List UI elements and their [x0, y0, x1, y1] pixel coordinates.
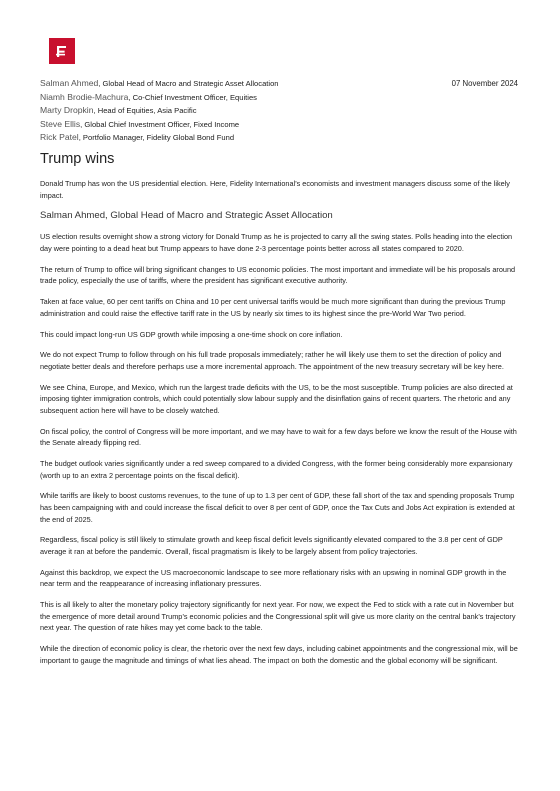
author-name: Marty Dropkin	[40, 105, 94, 116]
paragraph: This could impact long-run US GDP growth while imposing a one-time shock on core inflation.	[40, 329, 343, 339]
article-body	[40, 178, 520, 675]
paragraph: Taken at face value, 60 per cent tariffs on China and 10 per cent universal tariffs would be much more significant than during the previous Trump administration and could raise the effective tariff rate in the US by nearly six times to its highest since the pre-World War Two period.	[40, 297, 506, 318]
paragraph: The budget outlook varies significantly under a red sweep compared to a divided Congress, with the former being considerably more expansionary (worth up to an extra 2 percentage points on the fiscal deficit).	[40, 459, 513, 480]
paragraph: Against this backdrop, we expect the US macroeconomic landscape to see more reflationary risks with an upswing in nominal GDP growth in the near term and the reappearance of increasing inflationary pressures.	[40, 567, 507, 589]
author-role: Co-Chief Investment Officer, Equities	[132, 92, 257, 102]
intro-paragraph: Donald Trump has won the US presidential election. Here, Fidelity International’s economists and investment managers discuss some of the likely impact.	[40, 179, 510, 200]
paragraph: US election results overnight show a strong victory for Donald Trump as he is projected to carry all the swing states. Polls heading into the election day were pointing to a dead heat but Trump appears to have done 2-3 percentage points better across all states compared to 2020.	[40, 232, 513, 253]
author-name: Niamh Brodie-Machura	[40, 91, 129, 102]
paragraph: We see China, Europe, and Mexico, which run the largest trade deficits with the US, to be the most susceptible. Trump policies are also directed at imposing tighter immigration controls, which could potentially slow labour supply and the disinflation gains of recent quarters. The rhetoric and any subsequent action here will have to be closely watched.	[40, 382, 513, 415]
paragraph: Regardless, fiscal policy is still likely to stimulate growth and keep fiscal deficit levels significantly elevated compared to the 3.8 per cent of GDP average it ran at before the pandemic. Overall, fiscal pragmatism is likely to be largely absent from policy trajectories.	[40, 535, 503, 556]
author-row: Rick Patel, Portfolio Manager, Fidelity Global Bond Fund	[40, 132, 235, 143]
paragraph: We do not expect Trump to follow through on his full trade proposals immediately; rather he will likely use them to set the direction of policy and negotiate better deals and therefore perhaps use a more incremental approach. The appointment of the new treasury secretary will be key here.	[40, 350, 504, 371]
paragraph: While the direction of economic policy is clear, the rhetoric over the next few days, including cabinet appointments and the congressional mix, will be important to gauge the magnitude and timings of what lies ahead. The impact on both the domestic and the global economy will be significant.	[40, 644, 518, 665]
fidelity-f-logo-icon	[49, 38, 75, 64]
author-role: Head of Equities, Asia Pacific	[97, 106, 197, 116]
author-row: Steve Ellis, Global Chief Investment Officer, Fixed Income	[40, 118, 240, 129]
paragraph: This is all likely to alter the monetary policy trajectory significantly for next year. For now, we expect the Fed to stick with a rate cut in November but the emergence of more detail around Trump’s economic policies and the Congressional split will give us more clarity on the central bank’s trajectory next year. The question of rate hikes may yet come back to the table.	[40, 600, 516, 633]
author-name: Salman Ahmed	[40, 78, 99, 88]
paragraph: On fiscal policy, the control of Congress will be more important, and we may have to wait for a few days before we know the result of the House with the Senate already flipping red.	[40, 426, 517, 448]
author-role: Global Chief Investment Officer, Fixed Income	[84, 119, 240, 129]
author-list	[40, 77, 340, 145]
publication-date: 07 November 2024	[451, 79, 518, 88]
paragraph: While tariffs are likely to boost customs revenues, to the tune of up to 1.3 per cent of GDP, these fall short of the tax and spending proposals Trump has been campaigning with and could increase the fiscal deficit to over 8 per cent of GDP, once the Tax Cuts and Jobs Act expiration is extended at the end of 2025.	[40, 491, 515, 524]
author-name: Rick Patel	[40, 132, 79, 143]
paragraph: The return of Trump to office will bring significant changes to US economic policies. The most important and immediate will be his proposals around trade policy, especially the use of tariffs, where the president has significant executive authority.	[40, 264, 516, 286]
author-row: Salman Ahmed, Global Head of Macro and Strategic Asset Allocation	[40, 78, 279, 88]
page-title: Trump wins	[40, 151, 115, 167]
author-role: Global Head of Macro and Strategic Asset Allocation	[102, 79, 279, 88]
section-heading: Salman Ahmed, Global Head of Macro and Strategic Asset Allocation	[40, 210, 333, 222]
author-row: Niamh Brodie-Machura, Co-Chief Investment Officer, Equities	[40, 91, 257, 102]
author-name: Steve Ellis	[40, 118, 81, 129]
author-role: Portfolio Manager, Fidelity Global Bond Fund	[82, 133, 235, 143]
author-row: Marty Dropkin, Head of Equities, Asia Pacific	[40, 105, 197, 116]
